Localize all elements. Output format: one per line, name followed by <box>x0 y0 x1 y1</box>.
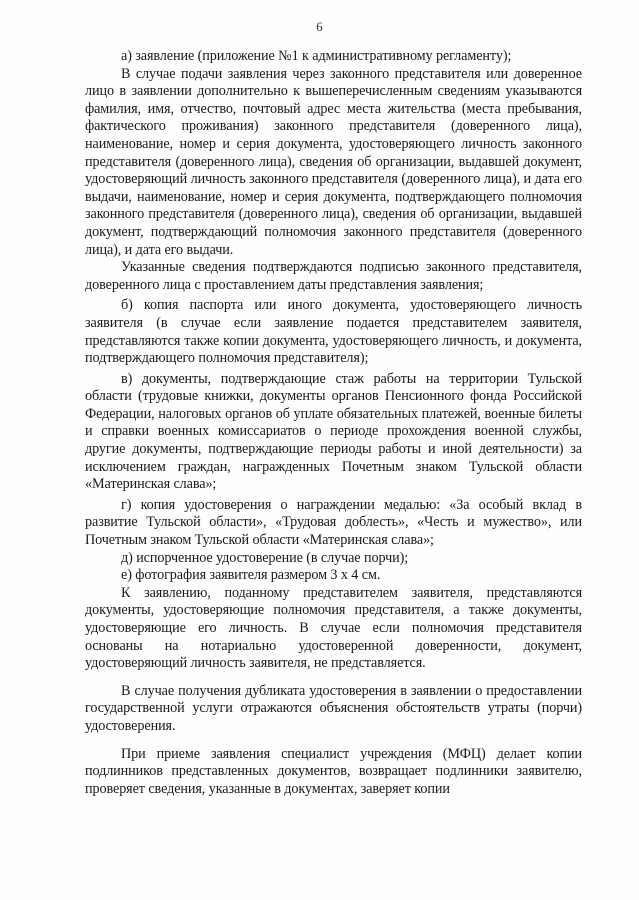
paragraph-reception: При приеме заявления специалист учреждения (МФЦ) делает копии подлинников представленных документов, возвращает подлинники заявителю, проверяет сведения, указанные в документах, заверяет копии <box>85 745 582 797</box>
paragraph-item-v: в) документы, подтверждающие стаж работы на территории Тульской области (трудовые книжки, документы органов Пенсионного фонда Российской Федерации, налоговых органов об уплате обязательных платежей, военные билеты и справки военных комиссариатов о периоде прохождения военной службы, другие документы, подтверждающие периоды работы и иной деятельности) за исключением граждан, награжденных Почетным знаком Тульской области «Материнская слава»; <box>85 370 582 493</box>
paragraph-item-d: д) испорченное удостоверение (в случае порчи); <box>121 549 409 566</box>
document-body <box>85 48 582 798</box>
paragraph-item-e: е) фотография заявителя размером 3 х 4 см. <box>121 567 381 584</box>
page-number: 6 <box>316 19 323 34</box>
paragraph-duplicate: В случае получения дубликата удостоверения в заявлении о предоставлении государственной услуги отражаются объяснения обстоятельств утраты (порчи) удостоверения. <box>85 682 582 734</box>
paragraph-representative-info: В случае подачи заявления через законного представителя или доверенное лицо в заявлении дополнительно к вышеперечисленным сведениям указываются фамилия, имя, отчество, почтовый адрес места жительства (места пребывания, фактического проживания) законного представителя (доверенного лица), наименование, номер и серия документа, удостоверяющего личность законного представителя (доверенного лица), сведения об организации, выдавшей документ, удостоверяющий личность законного представителя (доверенного лица), и дата его выдачи, наименование, номер и серия документа, подтверждающего полномочия законного представителя (доверенного лица), сведения об организации, выдавшей документ, подтверждающий полномочия законного представителя (доверенного лица), и дата его выдачи. <box>85 65 582 258</box>
paragraph-item-a: а) заявление (приложение №1 к административному регламенту); <box>121 48 512 64</box>
paragraph-signature-confirmation: Указанные сведения подтверждаются подписью законного представителя, доверенного лица с проставлением даты представления заявления; <box>85 259 582 293</box>
paragraph-item-b: б) копия паспорта или иного документа, удостоверяющего личность заявителя (в случае если заявление подается представителем заявителя, представляются также копии документа, удостоверяющего личность, и документа, подтверждающего полномочия представителя); <box>85 297 582 367</box>
paragraph-representative-documents: К заявлению, поданному представителем заявителя, представляются документы, удостоверяющие полномочия представителя, а также документы, удостоверяющие его личность. В случае если полномочия представителя основаны на нотариально удостоверенной доверенности, документ, удостоверяющий личность заявителя, не представляется. <box>85 584 582 672</box>
paragraph-item-g: г) копия удостоверения о награждении медалью: «За особый вклад в развитие Тульской области», «Трудовая доблесть», «Честь и мужество», или Почетным знаком Тульской области «Материнская слава»; <box>85 496 582 549</box>
